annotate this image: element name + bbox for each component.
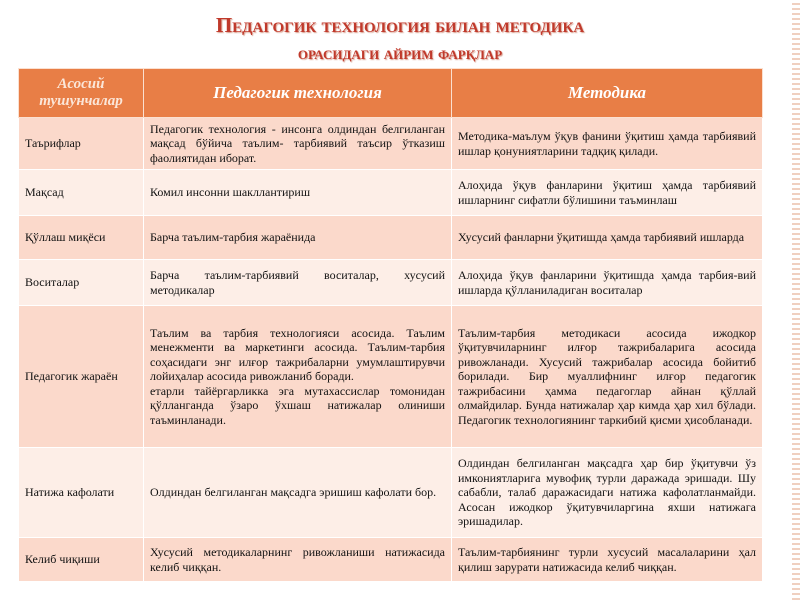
comparison-table bbox=[18, 68, 763, 582]
methodology-cell: Алоҳида ўқув фанларини ўқитишда ҳамда тарбия-вий ишларда қўлланиладиган воситалар bbox=[452, 260, 763, 306]
table-row bbox=[19, 118, 763, 170]
title-line-2: орасидаги айрим фарқлар bbox=[297, 43, 503, 63]
row-label: Педагогик жараён bbox=[19, 306, 144, 448]
ped-tech-cell: Олдиндан белгиланган мақсадга эришиш кафолати бор. bbox=[144, 448, 452, 538]
ped-tech-cell: Комил инсонни шакллантириш bbox=[144, 170, 452, 216]
row-label: Келиб чиқиши bbox=[19, 538, 144, 582]
methodology-cell: Таълим-тарбия методикаси асосида ижодкор ўқитувчиларнинг илғор тажрибаларига асосида ривожланади. Хусусий тажрибалар асосида бойитиб борилади. Бир муаллифнинг илғор педагогик тажрибасини ҳамма педагоглар айнан қўллай олмайдилар. Бунда натижалар ҳар кимда ҳар хил бўлади. Педагогик технологиянинг таркибий қисми ҳисобланади. bbox=[452, 306, 763, 448]
table-row bbox=[19, 170, 763, 216]
table-row bbox=[19, 306, 763, 448]
methodology-cell: Таълим-тарбиянинг турли хусусий масалаларини ҳал қилиш зарурати натижасида келиб чиққан. bbox=[452, 538, 763, 582]
row-label: Таърифлар bbox=[19, 118, 144, 170]
slide-title bbox=[0, 10, 800, 66]
row-label: Натижа кафолати bbox=[19, 448, 144, 538]
header-ped-tech: Педагогик технология bbox=[144, 69, 452, 118]
ped-tech-cell: Педагогик технология - инсонга олдиндан белгиланган мақсад бўйича таълим- тарбиявий таъсир ўтказиш фаолиятидан иборат. bbox=[144, 118, 452, 170]
table-row bbox=[19, 260, 763, 306]
header-methodology: Методика bbox=[452, 69, 763, 118]
row-label: Қўллаш миқёси bbox=[19, 216, 144, 260]
ped-tech-cell: Барча таълим-тарбиявий воситалар, хусусий методикалар bbox=[144, 260, 452, 306]
ped-tech-cell: Хусусий методикаларнинг ривожланиши натижасида келиб чиққан. bbox=[144, 538, 452, 582]
ped-tech-cell: Барча таълим-тарбия жараёнида bbox=[144, 216, 452, 260]
header-row bbox=[19, 69, 763, 118]
header-concepts: Асосий тушунчалар bbox=[19, 69, 144, 118]
methodology-cell: Хусусий фанларни ўқитишда ҳамда тарбиявий ишларда bbox=[452, 216, 763, 260]
row-label: Воситалар bbox=[19, 260, 144, 306]
table-row bbox=[19, 538, 763, 582]
table-row bbox=[19, 216, 763, 260]
methodology-cell: Олдиндан белгиланган мақсадга ҳар бир ўқитувчи ўз имкониятларига мувофиқ турли даражада эришади. Шу сабабли, талаб даражасидаги натижа кафолатланмайди. Асосан ижодкор ўқитувчиларгина яхши натижага эришадилар. bbox=[452, 448, 763, 538]
decorative-stripe bbox=[792, 0, 800, 600]
table-row bbox=[19, 448, 763, 538]
methodology-cell: Алоҳида ўқув фанларини ўқитиш ҳамда тарбиявий ишларнинг сифатли бўлишини таъминлаш bbox=[452, 170, 763, 216]
title-line-1: Педагогик технология билан методика bbox=[215, 13, 585, 37]
row-label: Мақсад bbox=[19, 170, 144, 216]
ped-tech-cell: Таълим ва тарбия технологияси асосида. Таълим менежменти ва маркетинги асосида. Таълим-тарбия соҳасидаги энг илғор тажрибаларни умумлаштирувчи лойиҳалар асосида ривожланиб боради. етарли тайёргарликка эга мутахассислар томонидан қўлланганда ўзаро ўхшаш натижалар олиниши таъминланади. bbox=[144, 306, 452, 448]
methodology-cell: Методика-маълум ўқув фанини ўқитиш ҳамда тарбиявий ишлар қонуниятларини тадқиқ қилади. bbox=[452, 118, 763, 170]
